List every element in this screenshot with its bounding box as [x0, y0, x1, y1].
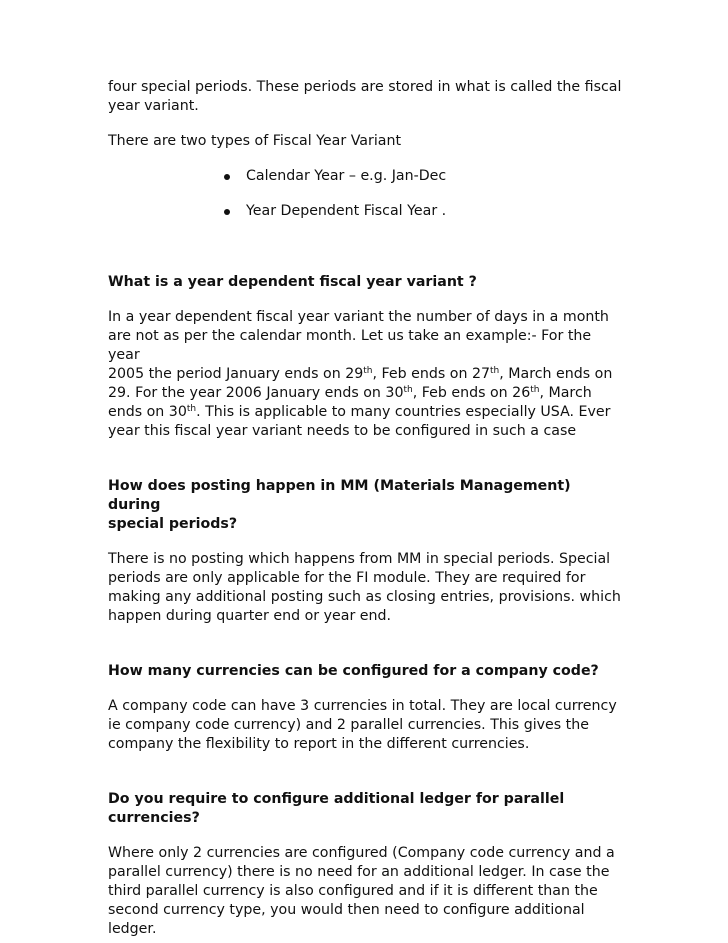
question-heading-1: What is a year dependent fiscal year variant ? — [108, 274, 477, 290]
superscript: th — [363, 366, 373, 376]
answer-2-line-4: happen during quarter end or year end. — [108, 608, 392, 624]
text-run: , March — [539, 385, 592, 401]
answer-2-line-1: There is no posting which happens from MM in special periods. Special — [108, 551, 611, 567]
answer-4-line-5: ledger. — [108, 921, 157, 937]
answer-3-line-2: ie company code currency) and 2 parallel currencies. This gives the — [108, 717, 589, 733]
answer-2-line-3: making any additional posting such as closing entries, provisions. which — [108, 589, 621, 605]
document-page — [108, 78, 622, 939]
text-run: . This is applicable to many countries especially USA. Ever — [196, 404, 611, 420]
superscript: th — [186, 404, 197, 414]
question-2-line-1: How does posting happen in MM (Materials Management) during — [108, 478, 571, 513]
question-heading-2 — [108, 477, 622, 534]
question-heading-3: How many currencies can be configured for a company code? — [108, 663, 599, 679]
answer-3-line-3: company the flexibility to report in the different currencies. — [108, 736, 530, 752]
answer-1-line-2: are not as per the calendar month. Let us take an example:- For the year — [108, 328, 592, 363]
text-run: 2005 the period January ends on 29 — [108, 366, 364, 382]
text-run: 29. For the year 2006 January ends on 30 — [108, 385, 404, 401]
intro-line-2: year variant. — [108, 98, 199, 114]
question-2-line-2: special periods? — [108, 516, 238, 532]
answer-2-line-2: periods are only applicable for the FI module. They are required for — [108, 570, 586, 586]
text-run: , March ends on — [499, 366, 613, 382]
text-run: ends on 30 — [108, 404, 187, 420]
text-run: , Feb ends on 26 — [412, 385, 531, 401]
answer-1-line-5 — [108, 403, 622, 422]
list-item: Calendar Year – e.g. Jan-Dec — [224, 167, 622, 186]
answer-4-line-1: Where only 2 currencies are configured (Company code currency and a — [108, 845, 615, 861]
list-item: Year Dependent Fiscal Year . — [224, 202, 622, 221]
types-list — [108, 167, 622, 221]
intro-line-1: four special periods. These periods are stored in what is called the fiscal — [108, 79, 622, 95]
answer-1-line-3 — [108, 365, 622, 384]
answer-4-line-2: parallel currency) there is no need for an additional ledger. In case the — [108, 864, 610, 880]
answer-paragraph-4 — [108, 844, 622, 939]
answer-4-line-4: second currency type, you would then need to configure additional — [108, 902, 585, 918]
superscript: th — [530, 385, 540, 395]
text-run: , Feb ends on 27 — [372, 366, 491, 382]
intro-paragraph — [108, 78, 622, 116]
superscript: th — [403, 385, 413, 395]
question-heading-4: Do you require to configure additional ledger for parallel currencies? — [108, 791, 565, 826]
answer-1-line-6: year this fiscal year variant needs to be configured in such a case — [108, 423, 577, 439]
superscript: th — [490, 366, 500, 376]
answer-paragraph-3 — [108, 697, 622, 754]
answer-paragraph-2 — [108, 550, 622, 626]
types-heading: There are two types of Fiscal Year Variant — [108, 133, 402, 149]
answer-1-line-1: In a year dependent fiscal year variant the number of days in a month — [108, 309, 609, 325]
answer-3-line-1: A company code can have 3 currencies in total. They are local currency — [108, 698, 617, 714]
answer-1-line-4 — [108, 384, 622, 403]
answer-4-line-3: third parallel currency is also configured and if it is different than the — [108, 883, 598, 899]
answer-paragraph-1 — [108, 308, 622, 441]
